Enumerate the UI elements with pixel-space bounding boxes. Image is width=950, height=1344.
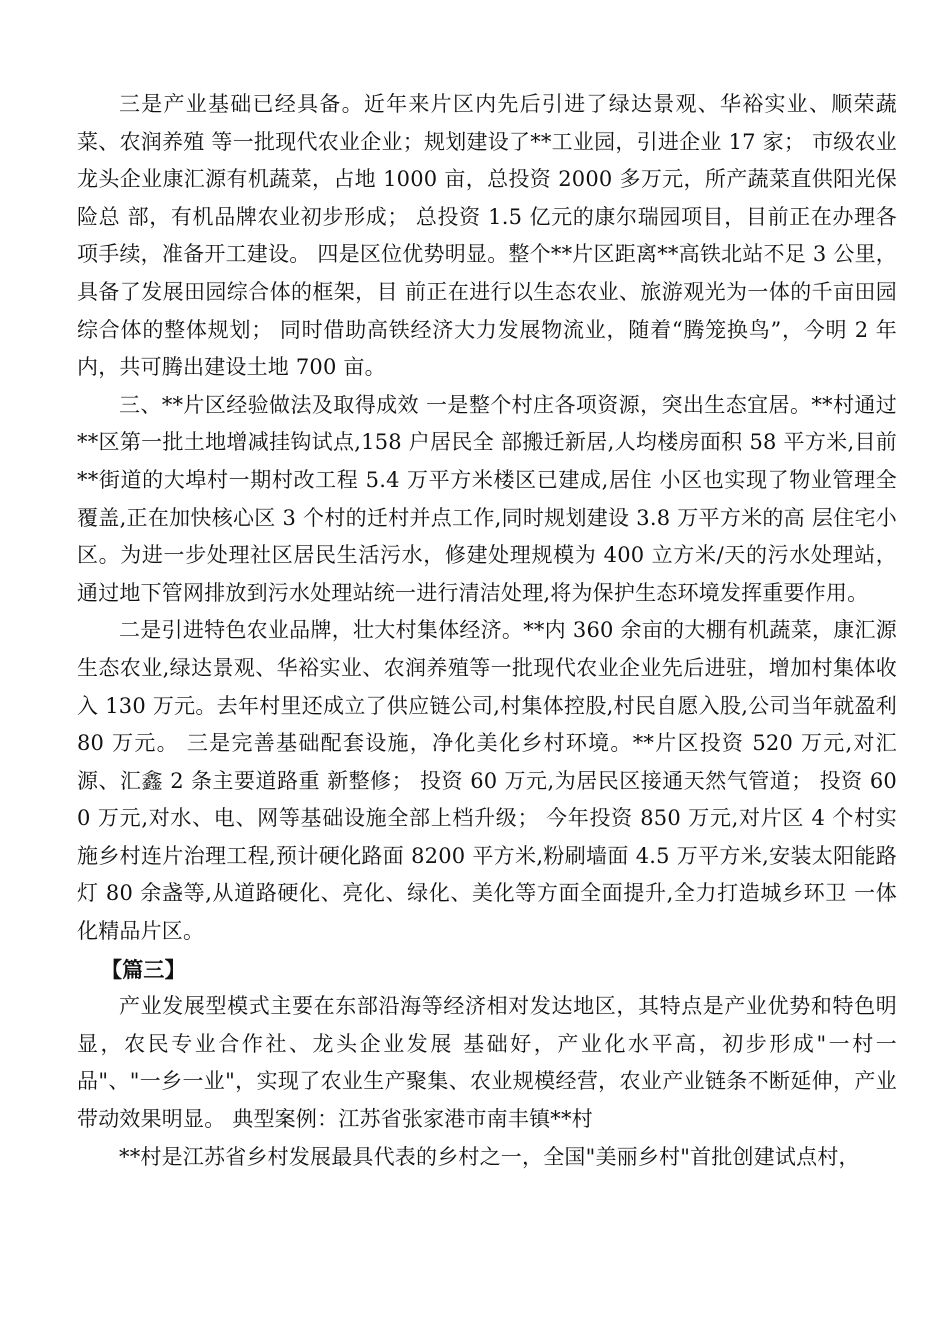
paragraph-industry-foundation: 三是产业基础已经具备。近年来片区内先后引进了绿达景观、华裕实业、顺荣蔬菜、农润养殖 等一批现代农业企业；规划建设了**工业园，引进企业 17 家； 市级农业龙头企业康汇源有机蔬菜，占地 1000 亩，总投资 2000 多万元，所产蔬菜直供阳光保险总 部，有机品牌农业初步形成； 总投资 1.5 亿元的康尔瑞园项目，目前正在办理各项手续，准备开工建设。 四是区位优势明显。整个**片区距离**高铁北站不足 3 公里，具备了发展田园综合体的框架，目 前正在进行以生态农业、旅游观光为一体的千亩田园综合体的整体规划； 同时借助高铁经济大力发展物流业，随着“腾笼换鸟”，今明 2 年内，共可腾出建设土地 700 亩。: [77, 92, 897, 380]
document-body: [77, 86, 897, 1176]
paragraph-featured-agriculture: 二是引进特色农业品牌，壮大村集体经济。**内 360 余亩的大棚有机蔬菜，康汇源生态农业,绿达景观、华裕实业、农润养殖等一批现代农业企业先后进驻，增加村集体收入 130 万元。去年村里还成立了供应链公司,村集体控股,村民自愿入股,公司当年就盈利 80 万元。 三是完善基础配套设施，净化美化乡村环境。**片区投资 520 万元,对汇源、汇鑫 2 条主要道路重 新整修； 投资 60 万元,为居民区接通天然气管道； 投资 600 万元,对水、电、网等基础设施全部上档升级； 今年投资 850 万元,对片区 4 个村实施乡村连片治理工程,预计硬化路面 8200 平方米,粉刷墙面 4.5 万平方米,安装太阳能路灯 80 余盏等,从道路硬化、亮化、绿化、美化等方面全面提升,全力打造城乡环卫 一体化精品片区。: [77, 618, 897, 944]
paragraph-experience-results: 三、**片区经验做法及取得成效 一是整个村庄各项资源，突出生态宜居。**村通过**区第一批土地增减挂钩试点,158 户居民全 部搬迁新居,人均楼房面积 58 平方米,目前**街道的大埠村一期村改工程 5.4 万平方米楼区已建成,居住 小区也实现了物业管理全覆盖,正在加快核心区 3 个村的迁村并点工作,同时规划建设 3.8 万平方米的高 层住宅小区。为进一步处理社区居民生活污水，修建处理规模为 400 立方米/天的污水处理站，通过地下管网排放到污水处理站统一进行清洁处理,将为保护生态环境发挥重要作用。: [77, 392, 897, 605]
paragraph-village-intro: **村是江苏省乡村发展最具代表的乡村之一，全国"美丽乡村"首批创建试点村，: [119, 1144, 860, 1169]
paragraph-industry-model: 产业发展型模式主要在东部沿海等经济相对发达地区，其特点是产业优势和特色明显，农民专业合作社、龙头企业发展 基础好，产业化水平高，初步形成"一村一品"、"一乡一业"，实现了农业生产聚集、农业规模经营，农业产业链条不断延伸，产业带动效果明显。 典型案例：江苏省张家港市南丰镇**村: [77, 994, 897, 1132]
section-heading: 【篇三】: [101, 956, 186, 982]
